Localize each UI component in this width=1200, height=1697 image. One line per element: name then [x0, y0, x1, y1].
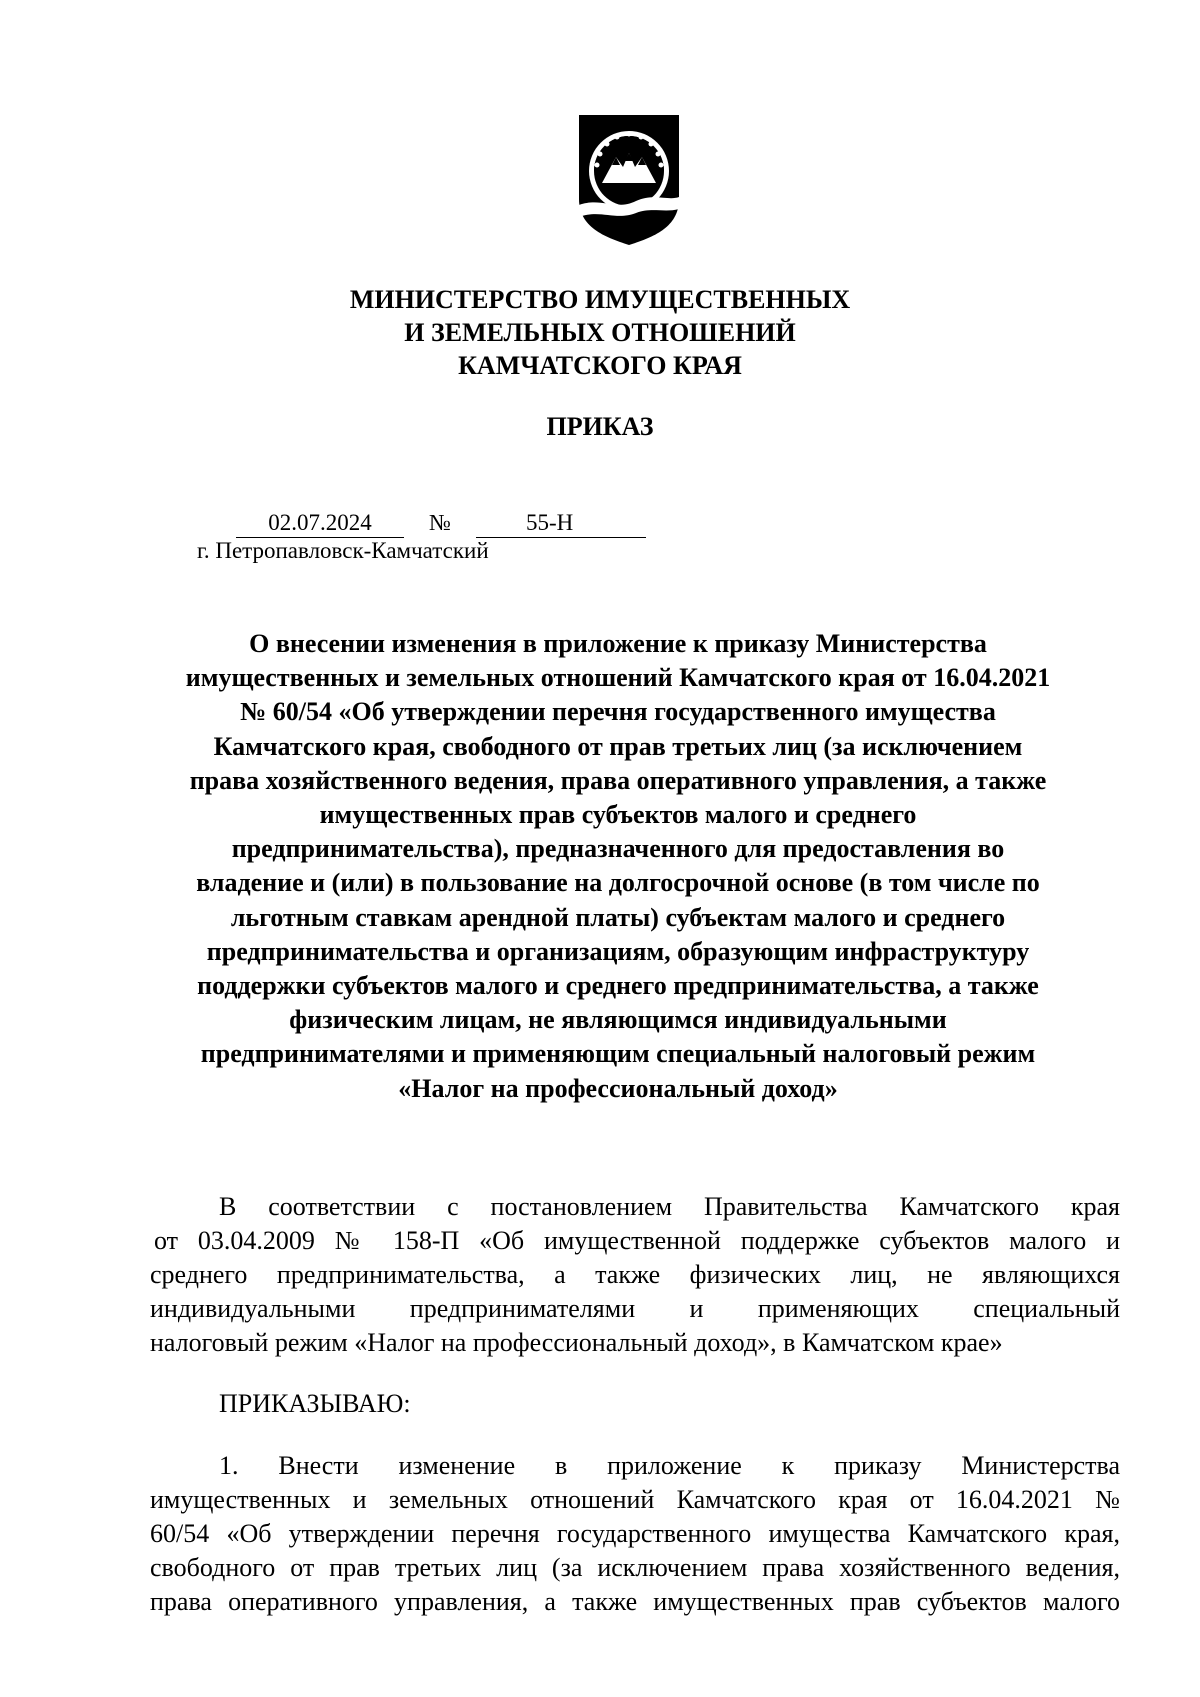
- heading-line: О внесении изменения в приложение к приказу Министерства: [249, 629, 987, 658]
- heading-line: предпринимателями и применяющим специальный налоговый режим: [200, 1039, 1036, 1069]
- heading-line: имущественных прав субъектов малого и среднего: [319, 800, 917, 830]
- order-directive-word: ПРИКАЗЫВАЮ:: [219, 1389, 411, 1418]
- order-number-sign: №: [429, 510, 451, 535]
- item-1-line: права оперативного управления, а также имущественных прав субъектов малого: [150, 1587, 1120, 1616]
- heading-line: права хозяйственного ведения, права оперативного управления, а также: [189, 765, 1047, 795]
- heading-line: предпринимательства и организациям, образующим инфраструктуру: [206, 936, 1030, 966]
- heading-line: «Налог на профессиональный доход»: [398, 1073, 838, 1103]
- heading-line: имущественных и земельных отношений Камчатского края от 16.04.2021: [185, 663, 1051, 693]
- item-1-line: 1. Внести изменение в приложение к приказу Министерства: [219, 1451, 1120, 1480]
- preamble-line: среднего предпринимательства, а также физических лиц, не являющихся: [150, 1260, 1120, 1289]
- item-1-line: имущественных и земельных отношений Камчатского края от 16.04.2021 №: [150, 1485, 1120, 1514]
- order-city: г. Петропавловск-Камчатский: [197, 538, 489, 563]
- heading-line: льготным ставкам арендной платы) субъектам малого и среднего: [230, 902, 1006, 932]
- preamble-line: индивидуальными предпринимателями и применяющих специальный: [150, 1294, 1120, 1323]
- ministry-name-line-1: МИНИСТЕРСТВО ИМУЩЕСТВЕННЫХ: [349, 285, 851, 314]
- preamble-line: налоговый режим «Налог на профессиональный доход», в Камчатском крае»: [150, 1328, 1003, 1357]
- document-type-title: ПРИКАЗ: [546, 412, 654, 441]
- ministry-name-line-2: И ЗЕМЕЛЬНЫХ ОТНОШЕНИЙ: [404, 318, 796, 347]
- coat-of-arms-icon: [576, 113, 682, 247]
- heading-line: владение и (или) в пользование на долгосрочной основе (в том числе по: [196, 868, 1040, 898]
- ministry-name-line-3: КАМЧАТСКОГО КРАЯ: [458, 351, 742, 380]
- heading-line: физическим лицам, не являющимся индивидуальными: [289, 1005, 947, 1035]
- preamble-line: В соответствии с постановлением Правительства Камчатского края: [219, 1192, 1120, 1221]
- heading-line: Камчатского края, свободного от прав третьих лиц (за исключением: [213, 731, 1023, 761]
- item-1-line: свободного от прав третьих лиц (за исключением права хозяйственного ведения,: [150, 1553, 1120, 1582]
- order-heading: [150, 627, 1086, 1106]
- item-1-line: 60/54 «Об утверждении перечня государственного имущества Камчатского края,: [150, 1519, 1120, 1548]
- heading-line: № 60/54 «Об утверждении перечня государственного имущества: [240, 697, 996, 727]
- order-date: 02.07.2024: [236, 509, 404, 538]
- order-number: 55-Н: [476, 509, 646, 538]
- heading-line: поддержки субъектов малого и среднего предпринимательства, а также: [197, 971, 1039, 1001]
- heading-line: предпринимательства), предназначенного для предоставления во: [231, 834, 1005, 864]
- preamble-line: от 03.04.2009 № 158-П «Об имущественной поддержке субъектов малого и: [154, 1226, 1120, 1255]
